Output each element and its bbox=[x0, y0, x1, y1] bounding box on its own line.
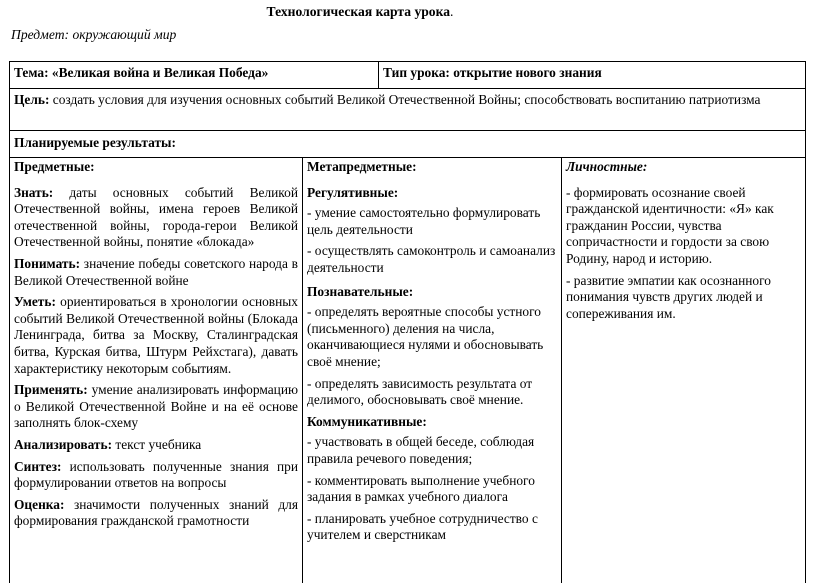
cognitive-item: - определять зависимость результата от делимого, обосновывать своё мнение. bbox=[307, 375, 533, 408]
subject-item-text: значение победы советского народа в Великой Отечественной войне bbox=[14, 255, 298, 288]
document-title-dot: . bbox=[450, 4, 454, 19]
subject-item-label: Уметь: bbox=[14, 294, 56, 310]
results-row bbox=[10, 157, 805, 583]
subject-item-text: ориентироваться в хронологии основных событий Великой Отечественной войны (Блокада Ленинграда, битва за Москву, Сталинградская битва, Курская битва, Штурм Рейхстага), давать характеристику некоторым событиям. bbox=[14, 294, 298, 376]
lesson-type-cell: Тип урока: открытие нового знания bbox=[378, 62, 805, 88]
topic-cell: Тема: «Великая война и Великая Победа» bbox=[14, 65, 269, 80]
topic-row bbox=[10, 62, 805, 88]
personal-results-cell bbox=[561, 158, 805, 583]
subject-item-apply bbox=[14, 382, 298, 432]
personal-results-heading: Личностные: bbox=[566, 159, 648, 174]
regulatory-item: - осуществлять самоконтроль и самоанализ деятельности bbox=[307, 243, 556, 275]
personal-item: - формировать осознание своей гражданской идентичности: «Я» как гражданин России, чувства сопричастности и гордости за свою Родину, народ и историю. bbox=[566, 184, 774, 266]
subject-item-text: умение анализировать информацию о Великой Отечественной Войне и на её основе заполнять блок-схему bbox=[14, 382, 298, 431]
document-title-text: Технологическая карта урока bbox=[266, 4, 451, 19]
personal-item: - развитие эмпатии как осознанного понимания чувств других людей и сопереживания им. bbox=[566, 272, 771, 321]
goal-cell bbox=[10, 89, 805, 130]
subject-item-label: Оценка: bbox=[14, 496, 65, 512]
subject-item-text: использовать полученные знания при формулировании ответов на вопросы bbox=[14, 458, 298, 491]
regulatory-item: - умение самостоятельно формулировать цель деятельности bbox=[307, 205, 541, 237]
subject-item-label: Знать: bbox=[14, 184, 54, 200]
communicative-item: - планировать учебное сотрудничество с учителем и сверстникам bbox=[307, 510, 538, 543]
subject-results-heading: Предметные: bbox=[14, 159, 95, 174]
lesson-plan-table bbox=[9, 61, 806, 583]
subject-item-understand bbox=[14, 256, 298, 289]
subject-item-synthesis bbox=[14, 459, 298, 492]
goal-label: Цель: bbox=[14, 92, 50, 107]
meta-results-cell bbox=[302, 158, 561, 583]
communicative-item: - участвовать в общей беседе, соблюдая правила речевого поведения; bbox=[307, 434, 535, 466]
goal-text: создать условия для изучения основных событий Великой Отечественной Войны; способствовать воспитанию патриотизма bbox=[49, 92, 761, 107]
subject-item-text: значимости полученных знаний для формирования гражданской грамотности bbox=[14, 496, 298, 529]
subject-item-label: Анализировать: bbox=[14, 436, 113, 452]
planned-results-row bbox=[10, 130, 805, 157]
communicative-heading: Коммуникативные: bbox=[307, 413, 427, 429]
subject-item-label: Понимать: bbox=[14, 255, 81, 271]
subject-item-skills bbox=[14, 294, 298, 377]
subject-line: Предмет: окружающий мир bbox=[11, 27, 177, 42]
goal-row bbox=[10, 88, 805, 130]
planned-results-heading: Планируемые результаты: bbox=[14, 135, 176, 150]
subject-item-know bbox=[14, 185, 298, 251]
subject-item-label: Применять: bbox=[14, 382, 88, 398]
subject-item-text: текст учебника bbox=[112, 436, 202, 452]
communicative-item: - комментировать выполнение учебного задания в рамках учебного диалога bbox=[307, 472, 535, 505]
subject-results-cell bbox=[10, 158, 302, 583]
subject-item-text: даты основных событий Великой Отечественной войны, имена героев Великой отечественной войны, города-герои Великой Отечественной войны, понятие «блокада» bbox=[14, 184, 298, 250]
subject-item-label: Синтез: bbox=[14, 458, 62, 474]
subject-item-evaluation bbox=[14, 497, 298, 530]
document-title bbox=[0, 4, 720, 21]
regulatory-heading: Регулятивные: bbox=[307, 184, 399, 200]
subject-item-analyze bbox=[14, 437, 298, 454]
cognitive-item: - определять вероятные способы устного (письменного) деления на числа, оканчивающиеся нулями и обосновывать своё мнение; bbox=[307, 304, 544, 369]
cognitive-heading: Познавательные: bbox=[307, 283, 414, 299]
meta-results-heading: Метапредметные: bbox=[307, 159, 417, 174]
